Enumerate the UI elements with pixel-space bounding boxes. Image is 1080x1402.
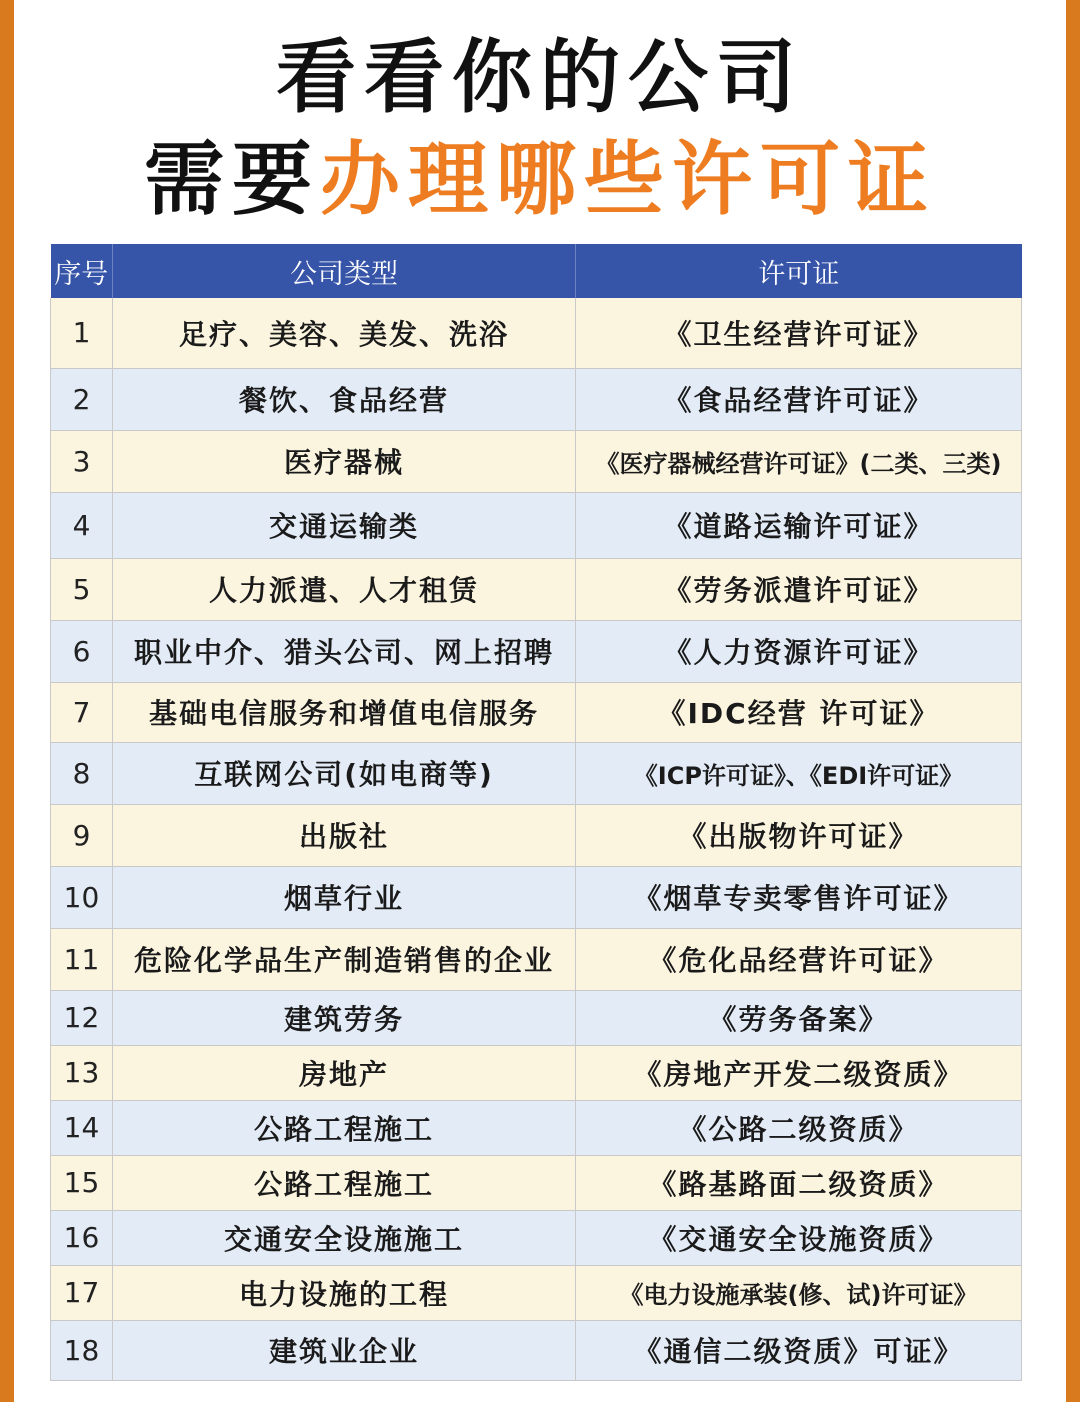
table-row [51, 1045, 1022, 1100]
table-row [51, 368, 1022, 430]
title-accent: 办理哪些许可证 [320, 133, 936, 226]
row-license: 《劳务派遣许可证》 [576, 558, 1022, 620]
row-company-type: 人力派遣、人才租赁 [113, 558, 576, 620]
table-row [51, 1320, 1022, 1380]
row-license: 《人力资源许可证》 [576, 620, 1022, 682]
row-number: 2 [51, 368, 113, 430]
row-company-type: 建筑劳务 [113, 990, 576, 1045]
license-table-container [50, 244, 1021, 1381]
row-number: 17 [51, 1265, 113, 1320]
header-number: 序号 [51, 244, 113, 298]
row-company-type: 房地产 [113, 1045, 576, 1100]
table-body [51, 298, 1022, 1380]
row-company-type: 交通安全设施施工 [113, 1210, 576, 1265]
row-license: 《食品经营许可证》 [576, 368, 1022, 430]
row-company-type: 基础电信服务和增值电信服务 [113, 682, 576, 742]
row-license: 《公路二级资质》 [576, 1100, 1022, 1155]
row-license: 《通信二级资质》可证》 [576, 1320, 1022, 1380]
row-number: 15 [51, 1155, 113, 1210]
row-license: 《交通安全设施资质》 [576, 1210, 1022, 1265]
row-number: 12 [51, 990, 113, 1045]
table-row [51, 1210, 1022, 1265]
table-header-row [51, 244, 1022, 298]
row-number: 3 [51, 430, 113, 492]
row-number: 10 [51, 866, 113, 928]
right-orange-border [1066, 0, 1080, 1402]
table-row [51, 298, 1022, 368]
row-company-type: 电力设施的工程 [113, 1265, 576, 1320]
row-license: 《房地产开发二级资质》 [576, 1045, 1022, 1100]
row-license: 《医疗器械经营许可证》(二类、三类) [576, 430, 1022, 492]
table-row [51, 804, 1022, 866]
page-title-line1: 看看你的公司 [276, 31, 804, 124]
row-company-type: 互联网公司(如电商等) [113, 742, 576, 804]
table-row [51, 1265, 1022, 1320]
row-number: 18 [51, 1320, 113, 1380]
title-prefix: 需要 [144, 133, 320, 226]
row-number: 9 [51, 804, 113, 866]
row-company-type: 建筑业企业 [113, 1320, 576, 1380]
row-license: 《劳务备案》 [576, 990, 1022, 1045]
row-number: 13 [51, 1045, 113, 1100]
row-company-type: 足疗、美容、美发、洗浴 [113, 298, 576, 368]
left-orange-border [0, 0, 14, 1402]
table-row [51, 928, 1022, 990]
row-license: 《路基路面二级资质》 [576, 1155, 1022, 1210]
row-company-type: 餐饮、食品经营 [113, 368, 576, 430]
license-table [50, 244, 1022, 1381]
row-license: 《ICP许可证》、《EDI许可证》 [576, 742, 1022, 804]
row-license: 《危化品经营许可证》 [576, 928, 1022, 990]
header-company-type: 公司类型 [113, 244, 576, 298]
table-row [51, 558, 1022, 620]
row-number: 6 [51, 620, 113, 682]
row-number: 7 [51, 682, 113, 742]
row-company-type: 交通运输类 [113, 492, 576, 558]
row-company-type: 危险化学品生产制造销售的企业 [113, 928, 576, 990]
table-row [51, 1155, 1022, 1210]
row-license: 《出版物许可证》 [576, 804, 1022, 866]
table-row [51, 742, 1022, 804]
row-number: 14 [51, 1100, 113, 1155]
table-row [51, 430, 1022, 492]
table-row [51, 620, 1022, 682]
table-row [51, 1100, 1022, 1155]
row-number: 16 [51, 1210, 113, 1265]
row-number: 1 [51, 298, 113, 368]
header-license: 许可证 [576, 244, 1022, 298]
page-title-line2 [14, 132, 1066, 228]
row-company-type: 公路工程施工 [113, 1100, 576, 1155]
row-license: 《电力设施承装(修、试)许可证》 [576, 1265, 1022, 1320]
table-row [51, 492, 1022, 558]
row-license: 《烟草专卖零售许可证》 [576, 866, 1022, 928]
row-number: 11 [51, 928, 113, 990]
table-row [51, 990, 1022, 1045]
row-number: 8 [51, 742, 113, 804]
table-row [51, 682, 1022, 742]
row-number: 4 [51, 492, 113, 558]
row-company-type: 公路工程施工 [113, 1155, 576, 1210]
row-license: 《IDC经营 许可证》 [576, 682, 1022, 742]
row-number: 5 [51, 558, 113, 620]
row-license: 《道路运输许可证》 [576, 492, 1022, 558]
table-row [51, 866, 1022, 928]
row-license: 《卫生经营许可证》 [576, 298, 1022, 368]
row-company-type: 职业中介、猎头公司、网上招聘 [113, 620, 576, 682]
row-company-type: 出版社 [113, 804, 576, 866]
row-company-type: 医疗器械 [113, 430, 576, 492]
row-company-type: 烟草行业 [113, 866, 576, 928]
